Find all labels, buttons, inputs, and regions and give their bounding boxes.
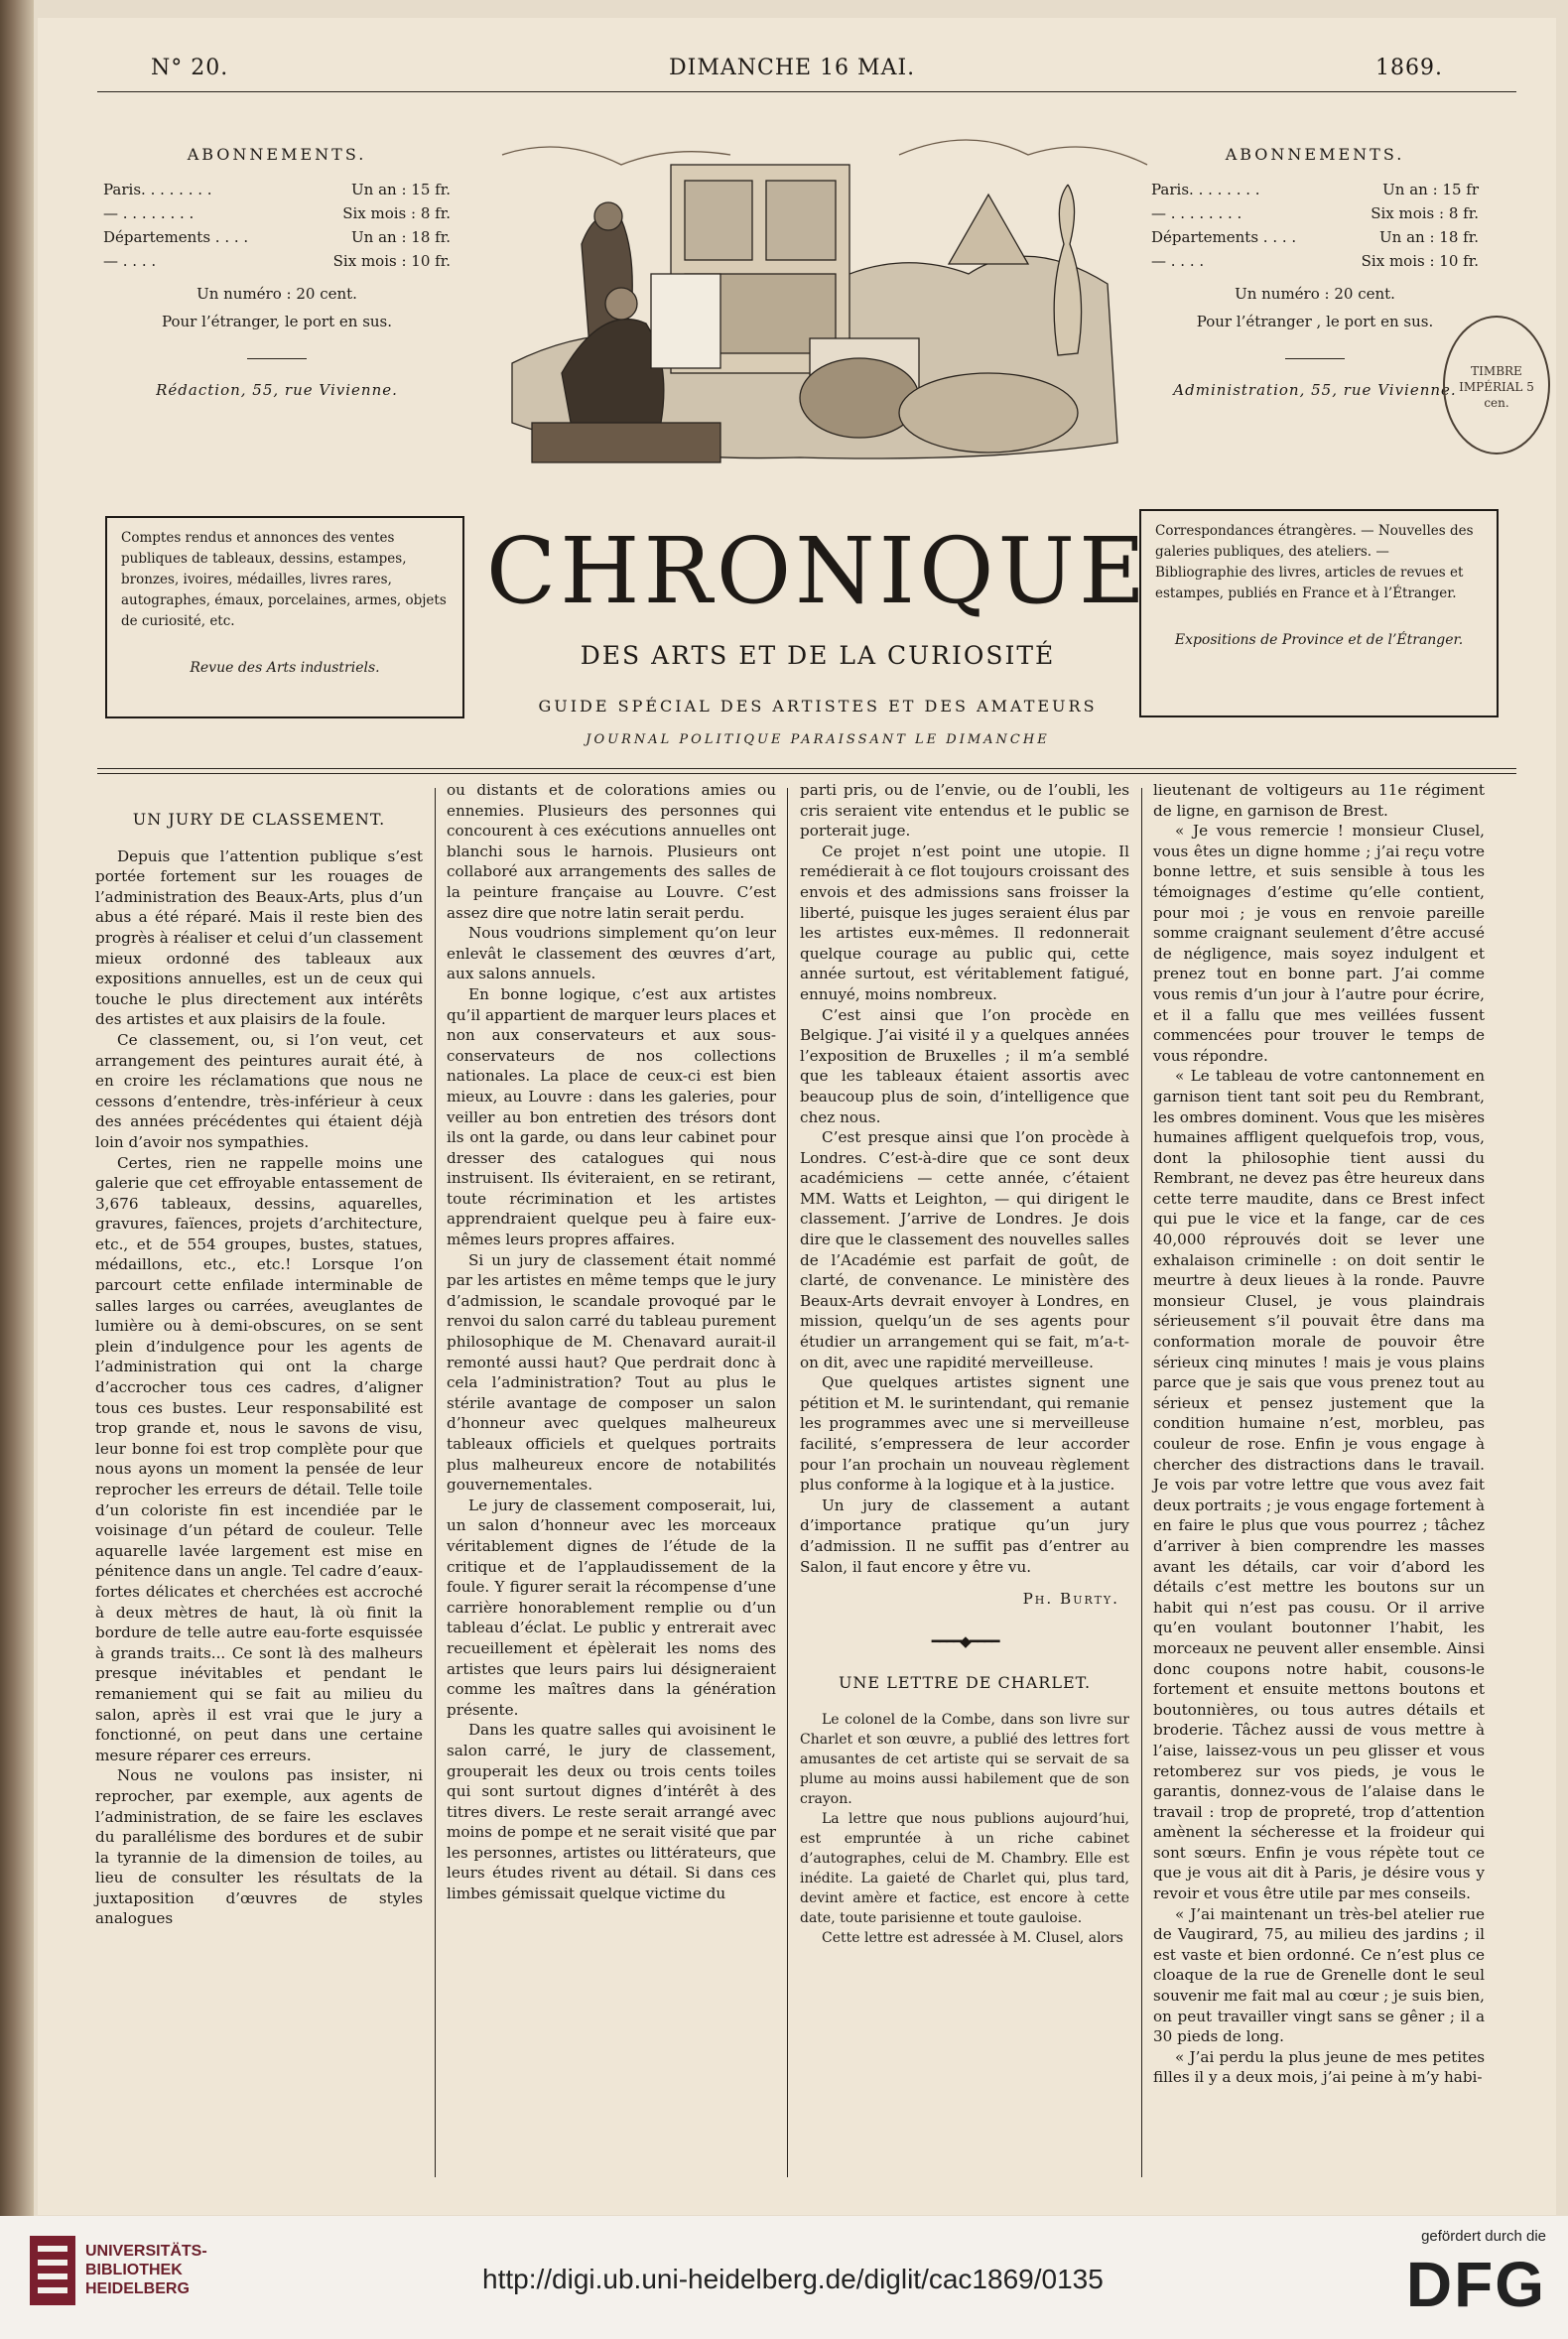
column-divider	[787, 788, 788, 2177]
masthead-rule-1	[97, 768, 1516, 769]
masthead-rule-2	[97, 773, 1516, 774]
masthead-journal: JOURNAL POLITIQUE PARAISSANT LE DIMANCHE	[586, 732, 1050, 747]
tax-stamp: TIMBRE IMPÉRIAL 5 cen.	[1443, 316, 1550, 455]
paragraph: « J’ai perdu la plus jeune de mes petites filles il y a deux mois, j’ai peine à m’y habi-	[1153, 2047, 1485, 2087]
right-info-signature: Expositions de Province et de l’Étranger.	[1174, 632, 1464, 648]
masthead-title: CHRONIQUE	[485, 518, 1150, 624]
paragraph: Ce classement, ou, si l’on veut, cet arrangement des peintures aurait été, à en croire les réclamations que nous ne cessons d’entendre, très-inférieur à ceux des années précédentes qui étaient déjà loin d’avoir nos sympathies.	[95, 1030, 423, 1151]
right-subscriptions-title: ABONNEMENTS.	[1225, 145, 1405, 164]
left-price-row: — . . . . . . . . Six mois : 8 fr.	[103, 204, 451, 222]
paragraph: Nous ne voulons pas insister, ni reprocher, par exemple, aux agents de l’administration, de se faire les esclaves du parallélisme des bordures et de subir la tyrannie de la dimension de toiles, au lieu de consulter les résultats de la juxtaposition d’œuvres de styles analogues	[95, 1766, 423, 1928]
paragraph: « J’ai maintenant un très-bel atelier rue de Vaugirard, 75, au milieu des jardins ; il est vaste et bien ordonné. Ce n’est plus ce cloaque de la rue de Grenelle dont le seul souvenir me fait mal au cœur ; je suis bien, on peut travailler vingt sans se gêner ; il a 30 pieds de long.	[1153, 1904, 1485, 2046]
right-divider	[1285, 358, 1345, 359]
paragraph: Le colonel de la Combe, dans son livre sur Charlet et son œuvre, a publié des lettres fort amusantes de cet artiste qui se servait de sa plume au moins aussi habilement que de son crayon.	[800, 1711, 1129, 1807]
right-subscriptions	[1151, 145, 1479, 399]
article-signature: Ph. Burty.	[1022, 1590, 1119, 1609]
column-divider	[1141, 788, 1142, 2177]
left-issue-price: Un numéro : 20 cent.	[196, 285, 357, 303]
university-logo-icon	[30, 2236, 75, 2305]
header-rule	[97, 91, 1516, 92]
left-info-box	[105, 516, 464, 718]
article-title: UNE LETTRE DE CHARLET.	[838, 1673, 1092, 1693]
paragraph: Si un jury de classement était nommé par les artistes en même temps que le jury d’admission, le scandale provoqué par le renvoi du salon carré du tableau purement philosophique de M. Chenavard aurait-il remonté aussi haut? Que perdrait donc à cela l’administration? Tout au plus le stérile avantage de composer un salon d’honneur avec quelques malheureux tableaux officiels et quelques portraits plus malheureux encore de notabilités gouvernementales.	[447, 1250, 776, 1494]
left-info-signature: Revue des Arts industriels.	[190, 660, 380, 676]
issue-date: DIMANCHE 16 MAI.	[669, 56, 916, 80]
funding-label: gefördert durch die	[1421, 2228, 1546, 2245]
issue-year: 1869.	[1375, 56, 1443, 80]
right-price-row: Départements . . . . Un an : 18 fr.	[1151, 228, 1479, 246]
page-url[interactable]: http://digi.ub.uni-heidelberg.de/diglit/cac1869/0135	[482, 2264, 1104, 2294]
masthead-guide: GUIDE SPÉCIAL DES ARTISTES ET DES AMATEURS	[538, 697, 1098, 715]
article-column-4	[1153, 780, 1485, 2088]
right-foreign-note: Pour l’étranger , le port en sus.	[1196, 313, 1434, 330]
paragraph: C’est ainsi que l’on procède en Belgique. J’ai visité il y a quelques années l’exposition de Bruxelles ; il m’a semblé que les tableaux étaient assortis avec beaucoup plus de soin, d’intelligence que chez nous.	[800, 1005, 1129, 1126]
left-subscriptions-title: ABONNEMENTS.	[187, 145, 367, 164]
paragraph: lieutenant de voltigeurs au 11e régiment de ligne, en garnison de Brest.	[1153, 781, 1485, 820]
paragraph: C’est presque ainsi que l’on procède à Londres. C’est-à-dire que ce sont deux académiciens — cette année, c’étaient MM. Watts et Leighton, — qui dirigent le classement. J’arrive de Londres. Je dois dire que le classement des nouvelles salles de l’Académie est parfait de goût, de clarté, de convenance. Le ministère des Beaux-Arts devrait envoyer à Londres, en mission, quelqu’un de ses agents pour étudier un arrangement qui se fait, m’a-t-on dit, avec une rapidité merveilleuse.	[800, 1128, 1129, 1371]
left-price-row: Paris. . . . . . . . Un an : 15 fr.	[103, 181, 451, 198]
left-price-row: — . . . . Six mois : 10 fr.	[103, 252, 451, 270]
right-office-address: Administration, 55, rue Vivienne.	[1173, 381, 1457, 399]
engraving-illustration	[472, 125, 1157, 474]
paragraph: Ce projet n’est point une utopie. Il remédierait à ce flot toujours croissant des envois et des admissions sans froisser la liberté, puisque les juges seraient élus par les artistes eux-mêmes. Il redonnerait quelque courage au public qui, cette année surtout, est véritablement fatigué, ennuyé, moins nombreux.	[800, 842, 1129, 1003]
ornament-divider: ━━━━◆━━━━	[931, 1631, 998, 1650]
right-price-row: — . . . . Six mois : 10 fr.	[1151, 252, 1479, 270]
paragraph: Que quelques artistes signent une pétition et M. le surintendant, qui remanie les programmes avec une si merveilleuse facilité, s’empressera de leur accorder pour l’an prochain un nouveau règlement plus conforme à la logique et à la justice.	[800, 1373, 1129, 1494]
paragraph: parti pris, ou de l’envie, ou de l’oubli, les cris seraient vite entendus et le public se porterait juge.	[800, 781, 1129, 841]
dfg-logo: DFG	[1405, 2249, 1546, 2320]
article-column-1	[95, 802, 423, 1929]
right-issue-price: Un numéro : 20 cent.	[1235, 285, 1395, 303]
paragraph: ou distants et de colorations amies ou ennemies. Plusieurs des personnes qui concourent à ces exécutions annuelles ont blanchi sous le harnois. Plusieurs ont collaboré aux arrangements des salles de la peinture française au Louvre. C’est assez dire que notre latin serait perdu.	[447, 781, 776, 922]
university-name: UNIVERSITÄTS- BIBLIOTHEK HEIDELBERG	[85, 2243, 207, 2297]
paragraph: Depuis que l’attention publique s’est portée fortement sur les rouages de l’administration des Beaux-Arts, plus d’un abus a été réparé. Mais il reste bien des progrès à réaliser et celui d’un classement mieux ordonné des tableaux aux expositions annuelles, est un de ceux qui touche le plus directement aux intérêts des artistes et aux plaisirs de la foule.	[95, 846, 423, 1029]
newspaper-page	[38, 18, 1556, 2215]
paragraph: En bonne logique, c’est aux artistes qu’il appartient de marquer leurs places et non aux conservateurs et aux sous-conservateurs de nos collections nationales. La place de ceux-ci est bien mieux, au Louvre : dans les galeries, pour veiller au bon entretien des trésors dont ils ont la garde, ou dans leur cabinet pour dresser des catalogues qui nous instruisent. Ils éviteraient, en se retirant, toute récrimination et les artistes apprendraient quelque peu à faire eux-mêmes leurs propres affaires.	[447, 984, 776, 1249]
paragraph: La lettre que nous publions aujourd’hui, est empruntée à un riche cabinet d’autographes, celui de M. Chambry. Elle est inédite. La gaieté de Charlet qui, plus tard, devint amère et factice, est encore à cette date, toute parisienne et toute gauloise.	[800, 1810, 1129, 1926]
paragraph: « Le tableau de votre cantonnement en garnison tient tant soit peu du Rembrant, les ombres dominent. Vous que les misères humaines affligent quelquefois trop, vous, dont la philosophie tient aussi du Rembrant, ne devez pas être heureux dans cette terre maudite, dans ce Brest infect qui pue le vice et la fange, car de ces 40,000 réprouvés doit se lever une exhalaison criminelle : on doit sentir le meurtre à deux lieues à la ronde. Pauvre monsieur Clusel, je vous plaindrais sérieusement s’il pouvait être dans ma conformation morale de pouvoir être sérieux cinq minutes ! mais je vous plains parce que je sais que vous prenez tout au sérieux et pensez justement que la condition humaine n’est, morbleu, pas couleur de rose. Enfin je vous engage à chercher des distractions dans le travail. Je vois par votre lettre que vous avez fait deux portraits ; je vous engage fortement à en faire le plus que vous pourrez ; tâchez d’arriver à bien comprendre les masses avant les détails, car voir d’abord les détails c’est mettre les boutons sur un habit qui n’est pas cousu. Or il arrive qu’en voulant boutonner l’habit, les morceaux ne peuvent aller ensemble. Ainsi donc coupons notre habit, cousons-le fortement et ensuite mettons boutons et boutonnières, ou tous autres détails et broderie. Tâchez aussi de vous mettre à l’aise, laissez-vous un peu glisser et vous retomberez sur vos pieds, je vous le garantis, donnez-vous de l’alaise dans le travail : trop de propreté, trop d’attention amènent la sécheresse et la froideur qui sont sœurs. Enfin je vous répète tout ce que je vous ait dit à Paris, je désire vous y revoir et vous être utile par mes conseils.	[1153, 1067, 1485, 1903]
column-divider	[435, 788, 436, 2177]
paragraph: Le jury de classement composerait, lui, un salon d’honneur avec les morceaux véritablement dignes de l’étude de la critique et de l’applaudissement de la foule. Y figurer serait la récompense d’une carrière honorablement remplie ou d’un tableau d’éclat. Le public y entrerait avec recueillement et épèlerait les noms des artistes que leurs pairs lui désigneraient comme les maîtres dans la génération présente.	[447, 1495, 776, 1719]
article-title: UN JURY DE CLASSEMENT.	[132, 810, 386, 829]
left-foreign-note: Pour l’étranger, le port en sus.	[161, 313, 393, 330]
left-divider	[247, 358, 307, 359]
left-subscriptions	[103, 145, 451, 399]
paragraph: « Je vous remercie ! monsieur Clusel, vous êtes un digne homme ; j’ai reçu votre bonne lettre, et suis sensible à tous les témoignages d’estime qu’elle contient, pour moi ; je vous en renvoie pareille somme craignant seulement d’être accusé de négligence, mais soyez indulgent et prenez tout en bonne part. J’ai comme vous remis d’un jour à l’autre pour écrire, et il a fallu que mes veillées fussent commencées pour trouver le temps de vous répondre.	[1153, 822, 1485, 1065]
book-binding	[0, 0, 34, 2216]
left-price-row: Départements . . . . Un an : 18 fr.	[103, 228, 451, 246]
article-column-3	[800, 780, 1129, 1948]
paragraph: Certes, rien ne rappelle moins une galerie que cet effroyable entassement de 3,676 tableaux, dessins, aquarelles, gravures, faïences, projets d’architecture, etc., et de 554 groupes, bustes, statues, médaillons, etc., etc.! Lorsque l’on parcourt cette enfilade interminable de salles larges ou carrées, aveuglantes de lumière ou à demi-obscures, on se sent plein d’indulgence pour les agents de l’administration qui ont la charge d’accrocher tous ces cadres, d’aligner tous ces bustes. Leur responsabilité est trop grande et, nous le savons de visu, leur bonne foi est trop complète pour que nous ayons un moment la pensée de leur reprocher les erreurs de détail. Telle toile d’un coloriste fin est incendiée par le voisinage d’un pétard de couleur. Telle aquarelle lavée largement est mise en pénitence dans un angle. Tel cadre d’eaux-fortes délicates et cherchées est accroché à deux mètres de haut, là où finit la bordure de telle autre eau-forte esquissée à grands traits... Ce sont là des malheurs presque inévitables et pendant le remaniement qui se fait au milieu du salon, après il est vrai que le jury a fonctionné, on peut dans une certaine mesure réparer ces erreurs.	[95, 1153, 423, 1764]
left-office-address: Rédaction, 55, rue Vivienne.	[156, 381, 398, 399]
paragraph: Nous voudrions simplement qu’on leur enlevât le classement des œuvres d’art, aux salons annuels.	[447, 924, 776, 983]
issue-number: N° 20.	[151, 56, 229, 80]
right-info-box	[1139, 509, 1499, 717]
right-price-row: — . . . . . . . . Six mois : 8 fr.	[1151, 204, 1479, 222]
right-price-row: Paris. . . . . . . . Un an : 15 fr	[1151, 181, 1479, 198]
paragraph: Un jury de classement a autant d’importance pratique qu’un jury d’admission. Il ne suffit pas d’entrer au Salon, il faut encore y être vu.	[800, 1495, 1129, 1576]
article-column-2	[447, 780, 776, 1904]
paragraph: Dans les quatre salles qui avoisinent le salon carré, le jury de classement, grouperait les deux ou trois cents toiles qui sont surtout dignes d’intérêt à des titres divers. Le reste serait arrangé avec moins de pompe et ne serait visité que par les personnes, artistes ou littérateurs, que leurs études rivent au détail. Si dans ces limbes gémissait quelque victime du	[447, 1721, 776, 1903]
right-price-list	[1151, 178, 1479, 273]
left-price-list	[103, 178, 451, 273]
masthead-subtitle: DES ARTS ET DE LA CURIOSITÉ	[580, 641, 1056, 670]
right-info-text: Correspondances étrangères. — Nouvelles des galeries publiques, des ateliers. — Bibliographie des livres, articles de revues et estampes, publiés en France et à l’Étranger.	[1155, 523, 1474, 601]
paragraph: Cette lettre est adressée à M. Clusel, alors	[822, 1929, 1123, 1946]
viewer-footer	[0, 2216, 1568, 2339]
left-info-text: Comptes rendus et annonces des ventes publiques de tableaux, dessins, estampes, bronzes, ivoires, médailles, livres rares, autographes, émaux, porcelaines, armes, objets de curiosité, etc.	[121, 530, 447, 629]
